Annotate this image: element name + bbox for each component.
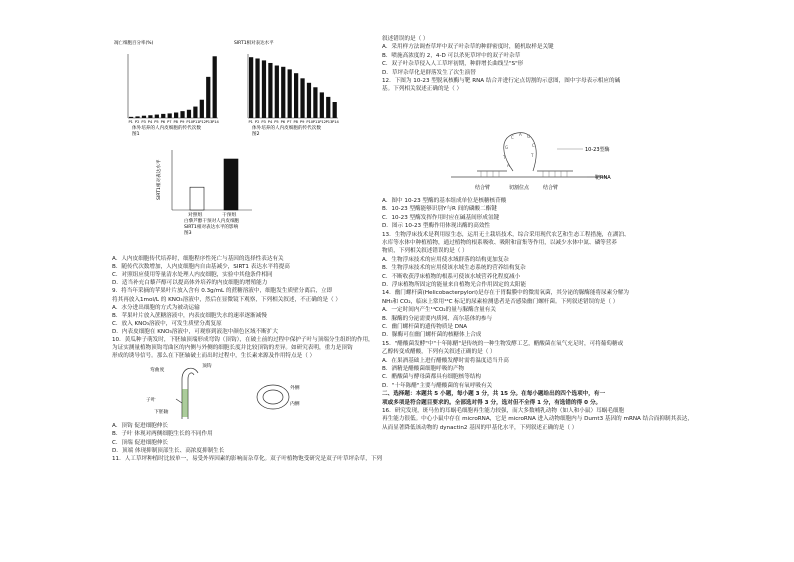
svg-text:G: G bbox=[527, 134, 531, 139]
q12-line: 基。下列相关叙述正确的是（ ） bbox=[382, 86, 463, 93]
q15-line: D．"十年陈醋"主要与醋酸菌的有氧呼吸有关 bbox=[382, 382, 493, 389]
q16-line: 16．研究发现，斑马鱼的耳蜗毛细胞再生能力较强，而大多数哺乳动物（如人和小鼠）耳蜗毛细胞 bbox=[382, 408, 625, 414]
svg-text:G: G bbox=[505, 145, 509, 150]
tick-label: P3 bbox=[261, 120, 266, 124]
bar-P10 bbox=[307, 83, 311, 118]
figure-caption: 图2 bbox=[252, 132, 260, 136]
hypocotyl-hook-figure bbox=[132, 359, 332, 421]
target-rna-label: 靶RNA bbox=[595, 175, 611, 181]
q14-line: 14．幽门螺杆菌(Helicobacterpylori)是存在于胃黏膜中的微需氧菌，其分泌的脲酶能将尿素分解为 bbox=[382, 290, 630, 297]
q12-line: 12．下图为 10-23 型脱氧核酶与靶 RNA 结合并进行定点切割的示意图，图中字母表示相应的碱 bbox=[382, 78, 621, 84]
q15-line: 乙醇转变成醋酸，下列有关叙述正确的是（ ） bbox=[382, 349, 496, 356]
figure-caption: 白藜芦醇干预对人内皮细胞 bbox=[184, 219, 240, 224]
figure-2-bar-chart bbox=[232, 36, 352, 136]
tick-label: P9 bbox=[179, 120, 185, 124]
figure-caption: 体外培养的人内皮细胞的传代次数 bbox=[252, 126, 321, 131]
tick-label: P1 bbox=[128, 120, 133, 124]
tick-label: P7 bbox=[287, 120, 292, 124]
q14-line: C．幽门螺杆菌的遗传物质是 DNA bbox=[382, 324, 468, 330]
tick-label: P8 bbox=[173, 120, 178, 124]
tick-label: P6 bbox=[280, 120, 286, 124]
q10-line: 为证实测量植物顶钩弯曲区的内侧与外侧的细胞长度并比较顶钩的差异。如研究表明，重力是顶钩 bbox=[112, 345, 353, 352]
enzyme-label: 10-23型酶 bbox=[585, 147, 610, 153]
q9-line: D．内表皮细胞在 KNO₃溶液中，可观察到液泡中颜色区域不断扩大 bbox=[112, 328, 279, 335]
q10-option: A．顶钩 促进细胞伸长 bbox=[112, 423, 168, 430]
q13-line: A．生物浮床技术的应用使水域群落的结构更加复杂 bbox=[382, 256, 509, 263]
q11-cont-line: 叙述错误的是（ ） bbox=[382, 36, 429, 42]
svg-text:A: A bbox=[519, 132, 522, 137]
tick-label: P8 bbox=[293, 120, 298, 124]
bar-P5 bbox=[275, 66, 279, 118]
q8-option: C．对照组应使用等量清水处理人内皮细胞，实验中其他条件相同 bbox=[112, 272, 273, 279]
bar-P12 bbox=[320, 92, 324, 118]
tick-label: P3 bbox=[141, 120, 146, 124]
tick-label: P11 bbox=[192, 120, 200, 124]
bar-P7 bbox=[168, 113, 172, 118]
tick-label: P14 bbox=[332, 120, 339, 124]
figure-label-apical_hook: 顶钩 bbox=[202, 364, 212, 370]
q16-line: 从而显著降低该动物的 dynactin2 基因的甲基化水平，下列叙述正确的是（ ） bbox=[382, 424, 578, 431]
q11-cont-line: D．草坪杂草化是群落发生了次生演替 bbox=[382, 69, 476, 76]
q11-cont-line: C．双子叶杂草侵入人工草坪初期，种群增长曲线呈"S"形 bbox=[382, 61, 524, 68]
figure-caption: 体外培养的人内皮细胞的传代次数 bbox=[132, 126, 201, 131]
q12-option: B．10-23 型酶能够识别Y与R 间的磷酸二酯键 bbox=[382, 206, 497, 213]
svg-text:C: C bbox=[511, 135, 514, 140]
deoxyribozyme-figure bbox=[437, 127, 627, 195]
svg-text:C: C bbox=[532, 143, 535, 148]
bar-干预组 bbox=[224, 159, 238, 210]
tick-label: P1 bbox=[248, 120, 253, 124]
bar-P9 bbox=[300, 78, 304, 118]
figure-label-cotyledon: 子叶 bbox=[146, 398, 156, 404]
tick-label: P6 bbox=[160, 120, 166, 124]
tick-label: P5 bbox=[154, 120, 159, 124]
q10-option: B．子叶 体现对两侧细胞生长的不同作用 bbox=[112, 431, 213, 438]
figure-label-hook: 弯曲度 bbox=[150, 368, 165, 374]
bar-P12 bbox=[200, 100, 204, 118]
bar-P14 bbox=[213, 56, 217, 118]
tick-label: 干预组 bbox=[222, 213, 237, 218]
bar-P6 bbox=[161, 114, 165, 118]
bar-P9 bbox=[180, 111, 184, 118]
q13-line: 13．生物浮床技术是利用原生态，运用无土栽培技术，综合采用现代农艺和生态工程措施，在湖泊、 bbox=[382, 231, 630, 238]
q10-option: D．顶端 体现抑制顶部生长、高浓度抑制生长 bbox=[112, 447, 225, 454]
tick-label: P7 bbox=[167, 120, 172, 124]
section-2-heading: 项或多项是符合题目要求的。全部选对得 3 分，选对但不全得 1 分，有选错的得 0 分。 bbox=[382, 399, 602, 406]
tick-label: P10 bbox=[186, 120, 194, 124]
q12-option: A．图中 10-23 型酶的基本组成单位是核糖核苷酸 bbox=[382, 198, 507, 204]
tick-label: P5 bbox=[274, 120, 279, 124]
bar-P6 bbox=[281, 67, 285, 118]
q9-line: 9．将当年采摘的苹果叶片放入含有 0.3g/mL 的蔗糖溶液中，细胞发生质壁分离后，立即 bbox=[112, 288, 333, 295]
bar-P11 bbox=[193, 107, 197, 118]
q13-line: 水库等水体中种植植物，通过植物的根系吸收、吸附和富集等作用，以减少水体中氮、磷等营养 bbox=[382, 240, 617, 246]
q11-line: 11．人工草坪种植时比较单一，易受外界因素的影响而杂草化。双子叶植物饱受研究是双子叶草坪杂草，下列 bbox=[112, 455, 383, 462]
q16-line: 再生能力很低。中心小鼠中存在 microRNA，它是 microRNA 进入动物细胞内与 Dumt3 基因的 mRNA 结合而抑制其表达， bbox=[382, 416, 693, 423]
bar-P1 bbox=[249, 57, 253, 118]
bar-P13 bbox=[326, 97, 330, 118]
q12-option: D．图示 10-23 型酶作用体现出酶的高效性 bbox=[382, 223, 491, 230]
q8-option: A．人内皮细胞传代培养时，细胞程序性死亡与基因的选择性表达有关 bbox=[112, 256, 284, 262]
q12-option: C．10-23 型酶发挥作用时应在碱基间形成氢键 bbox=[382, 214, 500, 221]
q9-line: C．放入 KNO₃溶液中，可发生质壁分离复原 bbox=[112, 320, 222, 327]
bar-P13 bbox=[206, 77, 210, 118]
figure-caption: 图1 bbox=[132, 132, 140, 136]
q10-line: 10．黄瓜种子萌发时，下胚轴顶端形成弯钩（顶钩），在破土前的过程中保护子叶与顶端分生组织的作用， bbox=[112, 337, 374, 343]
q9-line: B．苹果叶片放入蔗糖溶液中，内表皮细胞失水的速率逐渐减慢 bbox=[112, 312, 267, 319]
q14-line: A．一定时间内产生¹⁴CO₂的量与脲酶含量有关 bbox=[382, 307, 496, 314]
q8-option: B．随传代次数增加，人内皮细胞内自由基减少，SIRT1 表达水平将提高 bbox=[112, 264, 290, 271]
figure-label-hypocotyl: 下胚轴 bbox=[154, 410, 169, 416]
tick-label: P14 bbox=[212, 120, 219, 124]
q15-line: B．酒精是醋酸菌细胞呼吸的产物 bbox=[382, 366, 465, 372]
figure-caption: 图3 bbox=[184, 231, 192, 236]
binding-arm-label-2: 结合臂 bbox=[543, 185, 559, 191]
q13-line: B．生物浮床技术的应用使该水域生态系统的营养结构复杂 bbox=[382, 265, 526, 272]
q10-option: C．顶端 促进细胞伸长 bbox=[112, 439, 169, 446]
tick-label: P9 bbox=[299, 120, 305, 124]
y-axis-label: SIRT1相对表达水平 bbox=[157, 159, 162, 200]
tick-label: P10 bbox=[306, 120, 314, 124]
q14-line: NH₃和 CO₂，临床上常用¹⁴C 标记的尿素检测患者是否感染幽门螺杆菌。下列叙述错误的是（ ） bbox=[382, 298, 619, 305]
tick-label: P4 bbox=[267, 120, 273, 124]
tick-label: P4 bbox=[147, 120, 153, 124]
bar-P11 bbox=[313, 87, 317, 118]
tick-label: P2 bbox=[134, 120, 140, 124]
q9-line: A．水分进出细胞的方式为被动运输 bbox=[112, 304, 200, 311]
bar-P3 bbox=[142, 116, 146, 118]
bar-P7 bbox=[288, 69, 292, 118]
bar-P2 bbox=[255, 58, 259, 118]
tick-label: P12 bbox=[319, 120, 326, 124]
svg-text:T: T bbox=[531, 153, 534, 158]
bar-P3 bbox=[262, 60, 266, 118]
bar-P14 bbox=[333, 102, 337, 118]
figure-label-outer: 外侧 bbox=[290, 386, 300, 392]
bar-P8 bbox=[174, 113, 178, 118]
q15-line: 15．"醋酸菌发酵"中"十年陈醋"是传统的一种生物发酵工艺，醋酸菌在氧气充足时，可将葡萄糖或 bbox=[382, 340, 624, 347]
y-axis-label: 凋亡细胞百分率(%) bbox=[114, 41, 154, 46]
svg-text:A: A bbox=[507, 163, 510, 168]
q15-line: A．在果酒基础上进行醋酸发酵时需将温度适当升高 bbox=[382, 357, 509, 364]
bar-P1 bbox=[129, 117, 133, 118]
tick-label: P11 bbox=[312, 120, 320, 124]
svg-text:T: T bbox=[503, 155, 506, 160]
cleavage-site-label: 切割位点 bbox=[509, 185, 530, 191]
figure-label-inner: 内侧 bbox=[290, 402, 300, 408]
tick-label: 对照组 bbox=[188, 213, 203, 218]
binding-arm-label-1: 结合臂 bbox=[475, 185, 491, 191]
tick-label: P2 bbox=[254, 120, 260, 124]
tick-label: P12 bbox=[199, 120, 206, 124]
bar-P4 bbox=[268, 63, 272, 118]
q14-line: D．脲酶可在幽门螺杆菌的核糖体上合成 bbox=[382, 332, 482, 339]
y-axis-label: SIRT1相对表达水平 bbox=[234, 41, 274, 46]
bar-P4 bbox=[148, 115, 152, 118]
bar-P8 bbox=[294, 73, 298, 118]
tick-label: P13 bbox=[205, 120, 213, 124]
q13-line: C．不断收获浮床植物的根系可使该水域营养化程度减小 bbox=[382, 273, 521, 280]
q11-cont-line: A．采用样方法调查草坪中双子叶杂草的种群密度时，随机取样是关键 bbox=[382, 44, 554, 51]
q15-line: C．醋酸菌与酵母菌都具有细胞核等结构 bbox=[382, 374, 482, 381]
q14-line: B．脲酶的分泌需要内质网、高尔基体的参与 bbox=[382, 315, 493, 322]
q8-option: D．适当补充白藜芦醇可以提高体外培养的内皮细胞的增殖能力 bbox=[112, 280, 268, 287]
q13-line: 物质，下列相关叙述错误的是（ ） bbox=[382, 248, 468, 255]
q9-line: 将其再放入1mol/L 的 KNO₃溶液中，然后在显微镜下观察，下列相关叙述，不正确的是（ ） bbox=[112, 296, 342, 303]
q10-line: 形成的诱导信号。那么在下胚轴破土而出时过程中，生长素来源及作用特点是（ ） bbox=[112, 353, 316, 360]
figure-1-bar-chart bbox=[112, 36, 230, 136]
tick-label: P13 bbox=[325, 120, 333, 124]
bar-P2 bbox=[135, 116, 139, 118]
figure-caption: SIRT1相对表达水平的影响 bbox=[184, 225, 239, 230]
bar-P5 bbox=[155, 115, 159, 118]
figure-3-bar-chart bbox=[152, 140, 277, 252]
bar-P10 bbox=[187, 110, 191, 118]
q13-line: D．浮床植物所固定的能量来自植物光合作用固定的太阳能 bbox=[382, 282, 527, 288]
q11-cont-line: B．喷施高浓度的 2，4-D 可以杀死草坪中的双子叶杂草 bbox=[382, 52, 521, 59]
bar-对照组 bbox=[190, 187, 204, 210]
section-2-heading: 二、选择题：本题共 5 小题，每小题 3 分，共 15 分。在每小题给出的四个选项中，有一 bbox=[382, 391, 606, 398]
